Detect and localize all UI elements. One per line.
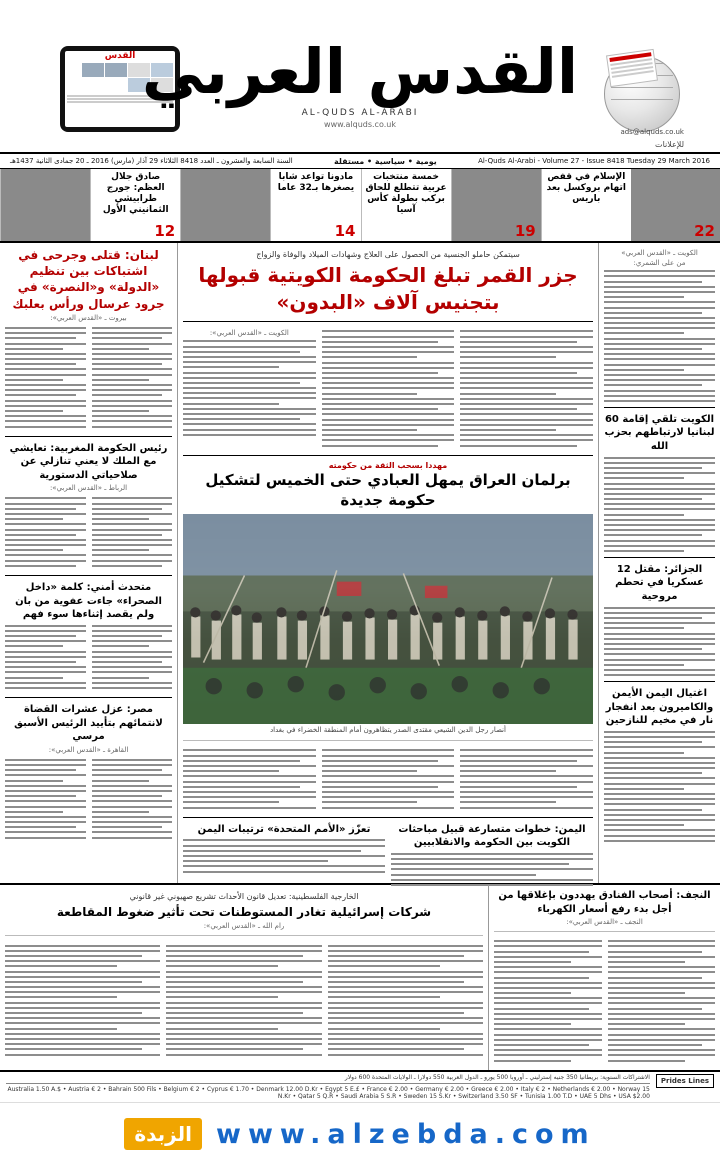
globe-newspaper-icon: [588, 52, 680, 134]
sidebar-headline[interactable]: اغتيال اليمن الأيمن والكاميرون بعد انفجار نار في مخيم للنازحين: [605, 688, 714, 727]
masthead: [0, 0, 720, 152]
lead-body-col: [460, 327, 593, 450]
un-headline[interactable]: تعزّز «الأمم المتحدة» ترتيبات اليمن: [197, 823, 371, 835]
yemen-body: [391, 853, 593, 886]
najaf-headline[interactable]: النجف: أصحاب الفنادق يهددون بإغلاقها من أجل بدء رفع أسعار الكهرباء: [498, 890, 711, 915]
right-sidebar-column: [598, 243, 720, 883]
settlements-body-columns: [5, 941, 483, 1058]
teaser-item[interactable]: [541, 169, 631, 241]
teaser-page-number: 12: [154, 222, 176, 240]
teaser-item[interactable]: [631, 169, 720, 241]
lead-body-col: [183, 327, 316, 450]
bottom-section: [0, 883, 720, 1070]
second-body-col: [460, 746, 593, 811]
left-headline[interactable]: لبنان: قتلى وجرحى في اشتباكات بين تنظيم «الدولة» و«النصرة» في جرود عرسال ورأس بعلبك: [12, 248, 165, 311]
crowd-illustration: [183, 514, 593, 724]
second-body-columns: [183, 746, 593, 811]
najaf-body-col: [494, 937, 602, 1065]
left-column: [0, 243, 178, 883]
sidebar-body-text: [604, 270, 715, 402]
tablet-logo-text: القدس: [104, 51, 136, 61]
issue-info-center: يومية • سياسية • مستقلة: [333, 156, 437, 166]
settlements-byline: رام الله ـ «القدس العربي»:: [203, 922, 285, 931]
sidebar-body-text: [604, 731, 715, 842]
teaser-page-number: 19: [514, 222, 536, 240]
teaser-item[interactable]: [0, 169, 90, 241]
left-byline: القاهرة ـ «القدس العربي»:: [48, 745, 129, 754]
settlements-body-col: [5, 941, 160, 1058]
lead-headline[interactable]: جزر القمر تبلغ الحكومة الكويتية قبولها بتجنيس آلاف «البدون»: [198, 263, 578, 315]
lead-body-columns: [183, 327, 593, 450]
left-body-columns: [5, 622, 172, 693]
footer-panel: [0, 1072, 720, 1102]
sidebar-byline: الكويت ـ «القدس العربي»: [621, 249, 698, 257]
banner-brand-logo: الزبدة: [124, 1118, 202, 1150]
logo-latin-title: AL-QUDS AL-ARABI: [301, 108, 419, 118]
second-body-col: [183, 746, 316, 811]
second-story-headline[interactable]: برلمان العراق يمهل العبادي حتى الخميس لتشكيل حكومة جديدة: [205, 470, 571, 509]
settlements-headline[interactable]: شركات إسرائيلية تغادر المستوطنات تحت تأثير ضغوط المقاطعة: [56, 905, 432, 920]
najaf-byline: النجف ـ «القدس العربي»:: [566, 918, 643, 926]
footer-subscriptions: الاشتراكات السنوية: بريطانيا 350 جنيه إسترليني ـ أوروبا 500 يورو ـ الدول العربية 550 دولارا ـ الولايات المتحدة 600 دولار: [344, 1074, 650, 1081]
settlements-body-col: [328, 941, 483, 1058]
bottom-story-settlements: [0, 885, 488, 1070]
second-story-kicker: مهددا بسحب الثقة من حكومته: [328, 460, 448, 470]
teaser-title: خمسة منتخبات عربية تتطلع للحاق بركب بطولة كأس آسيا: [365, 172, 447, 215]
watermark-banner: [0, 1102, 720, 1165]
left-body-col: [5, 756, 86, 842]
teaser-title: مادونا تواعد شابا يصغرها بـ32 عاما: [277, 172, 355, 193]
ads-label: للإعلانات: [655, 140, 684, 149]
teaser-title: الإسلام في قفص اتهام بروكسل بعد باريس: [546, 172, 626, 204]
teaser-photo: [181, 169, 270, 241]
teaser-item[interactable]: [90, 169, 180, 241]
lead-byline: الكويت ـ «القدس العربي»:: [209, 329, 289, 338]
ads-email: ads@alquds.co.uk: [620, 128, 684, 136]
lead-body-col: [322, 327, 455, 450]
issue-info-strip: [0, 152, 720, 169]
bottom-story-najaf: [488, 885, 720, 1070]
left-byline: بيروت ـ «القدس العربي»:: [50, 313, 127, 322]
lead-kicker: سيتمكن حاملو الجنسية من الحصول على العلاج وشهادات الميلاد والوفاة والزواج: [256, 250, 520, 259]
banner-url[interactable]: www.alzebda.com: [216, 1118, 596, 1150]
logo-arabic-title: القدس العربي: [141, 35, 579, 108]
sidebar-body-text: [604, 457, 715, 552]
teaser-title: صادق جلال العظم: جورج طرابيشي الثمانيني الأول: [102, 172, 169, 215]
teaser-item[interactable]: [180, 169, 270, 241]
main-photo: [183, 514, 593, 724]
sidebar-body-text: [604, 607, 715, 676]
issue-info-right: السنة السابعة والعشرون ـ العدد 8418 الثلاثاء 29 آذار (مارس) 2016 ـ 20 جمادى الثانية 1437هـ: [10, 157, 293, 165]
left-body-col: [5, 622, 86, 693]
center-column: [178, 243, 598, 883]
left-body-columns: [5, 324, 172, 431]
left-byline: الرباط ـ «القدس العربي»:: [49, 484, 128, 493]
settlements-kicker: الخارجية الفلسطينية: تعديل قانون الأحداث تشريع صهيوني غير قانوني: [129, 892, 359, 901]
sidebar-subbyline: من على الشمري:: [633, 259, 686, 267]
yemen-headline[interactable]: اليمن: خطوات متسارعة قبيل مباحثات الكويت بين الحكومة والانقلابيين: [398, 823, 586, 849]
teaser-strip: [0, 169, 720, 243]
teaser-item[interactable]: [361, 169, 451, 241]
issue-info-left: Al-Quds Al-Arabi - Volume 27 - Issue 8418 Tuesday 29 March 2016: [478, 157, 710, 165]
sidebar-headline[interactable]: الجزائر: مقتل 12 عسكريا في تحطم مروحية: [615, 563, 704, 602]
teaser-photo: [1, 169, 90, 241]
sidebar-headline[interactable]: الكويت تلقي إقامة 60 لبنانيا لارتباطهم بحزب الله: [604, 413, 715, 452]
footer-prices: Australia 1.50 A.$ • Austria € 2 • Bahrain 500 Fils • Belgium € 2 • Cyprus € 1.70 • Denmark 12.00 D.Kr • Egypt 5 E.£ • France € 2.00 • Germany € 2.00 • Greece € 2.00 • Italy € 2 • Netherlands € 2.00 • Norway 15 N.Kr • Qatar 5 Q.R • Saudi Arabia 5 S.R • Sweden 15 S.Kr • Switzerland 3.50 SF • Tunisia 1.00 T.D • UAE 5 Dhs • USA $2.00: [7, 1086, 650, 1100]
un-body: [183, 839, 385, 872]
left-body-col: [5, 324, 86, 431]
footer-printer-box: Prides Lines: [656, 1074, 714, 1088]
teaser-page-number: 14: [334, 222, 356, 240]
teaser-item[interactable]: [451, 169, 541, 241]
left-body-col: [92, 494, 173, 570]
left-body-col: [92, 756, 173, 842]
left-headline[interactable]: مصر: عزل عشرات القضاة لانتمائهم بتأييد الرئيس الأسبق مرسي: [14, 704, 163, 743]
left-headline[interactable]: رئيس الحكومة المغربية: تعايشي مع الملك لا يعني تنازلي عن صلاحياتي الدستورية: [9, 442, 168, 481]
najaf-body-columns: [494, 937, 715, 1065]
teaser-page-number: 22: [694, 222, 715, 240]
mid-secondary-row: [183, 823, 593, 890]
left-body-columns: [5, 756, 172, 842]
teaser-item[interactable]: [270, 169, 360, 241]
left-body-col: [92, 622, 173, 693]
logo-website: www.alquds.co.uk: [324, 120, 396, 129]
photo-caption: أنصار رجل الدين الشيعي مقتدى الصدر يتظاهرون أمام المنطقة الخضراء في بغداد: [270, 726, 506, 735]
left-body-columns: [5, 494, 172, 570]
second-body-col: [322, 746, 455, 811]
settlements-body-col: [166, 941, 321, 1058]
main-content: [0, 243, 720, 883]
left-body-col: [5, 494, 86, 570]
left-body-col: [92, 324, 173, 431]
najaf-body-col: [608, 937, 716, 1065]
left-headline[interactable]: متحدث أمني: كلمة «داخل الصحراء» جاءت عفوية من بان ولم يقصد إثناءها سوء فهم: [15, 582, 162, 620]
